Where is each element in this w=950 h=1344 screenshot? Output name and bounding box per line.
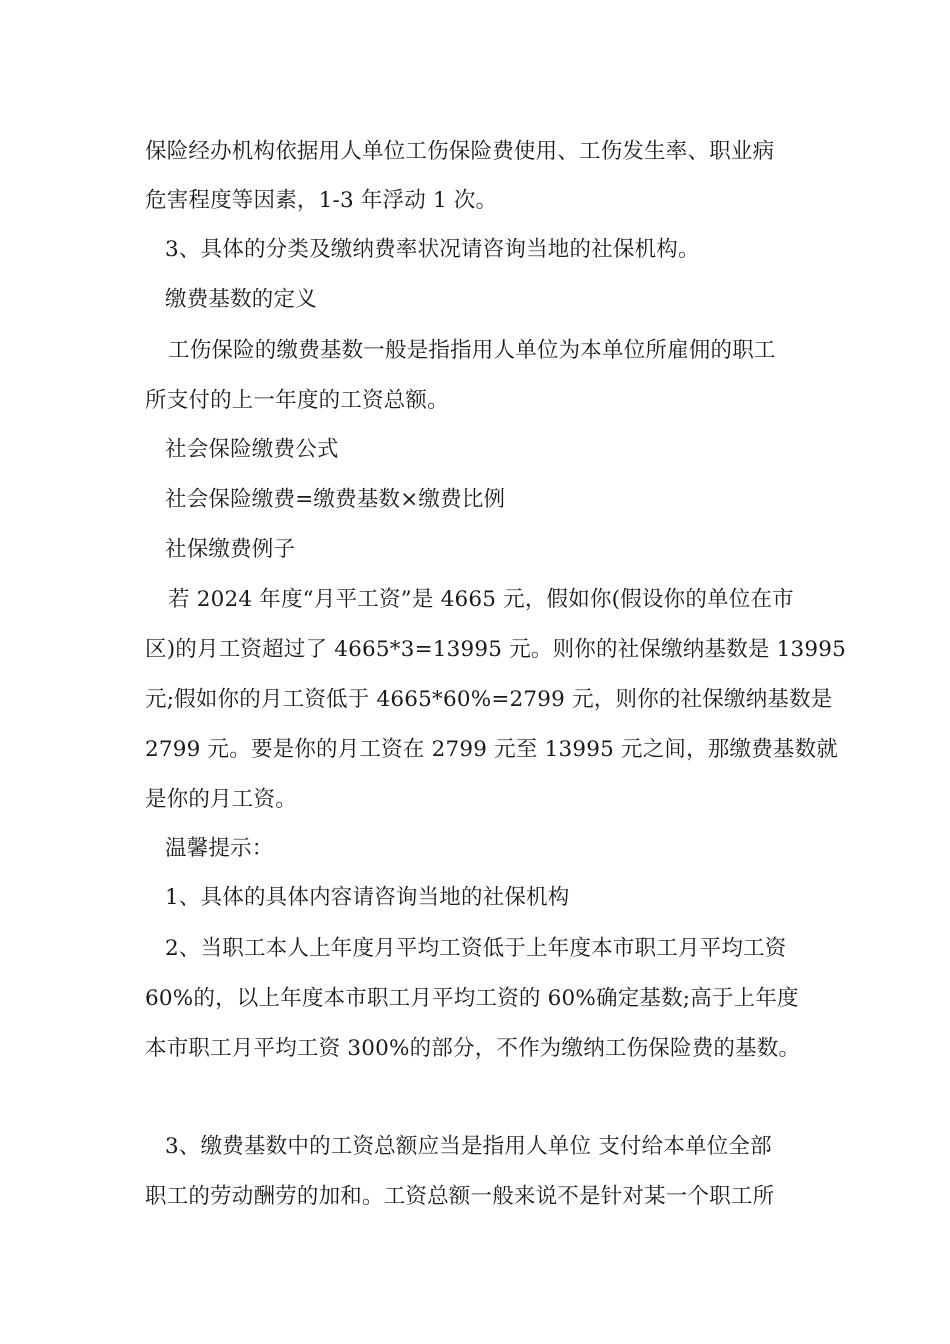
paragraph-line: 60%的，以上年度本市职工月平均工资的 60%确定基数;高于上年度 <box>145 986 799 1011</box>
paragraph-line: 职工的劳动酬劳的加和。工资总额一般来说不是针对某一个职工所 <box>145 1184 775 1209</box>
list-item: 3、具体的分类及缴纳费率状况请咨询当地的社保机构。 <box>165 237 700 262</box>
list-item: 1、具体的具体内容请咨询当地的社保机构 <box>165 885 570 910</box>
paragraph-line: 若 2024 年度“月平工资”是 4665 元，假如你(假设你的单位在市 <box>168 587 794 612</box>
section-heading: 缴费基数的定义 <box>165 287 317 312</box>
paragraph-line: 所支付的上一年度的工资总额。 <box>145 388 449 413</box>
paragraph-line: 本市职工月平均工资 300%的部分，不作为缴纳工伤保险费的基数。 <box>145 1036 801 1061</box>
paragraph-line: 是你的月工资。 <box>145 787 297 812</box>
paragraph-line: 保险经办机构依据用人单位工伤保险费使用、工伤发生率、职业病 <box>145 139 775 164</box>
paragraph-line: 区)的月工资超过了 4665*3=13995 元。则你的社保缴纳基数是 13995 <box>145 637 847 662</box>
section-heading: 温馨提示： <box>165 836 274 861</box>
paragraph-line: 2799 元。要是你的月工资在 2799 元至 13995 元之间，那缴费基数就 <box>145 737 838 762</box>
section-heading: 社保缴费例子 <box>165 537 296 562</box>
list-item: 3、缴费基数中的工资总额应当是指用人单位 支付给本单位全部 <box>165 1134 772 1159</box>
formula-line: 社会保险缴费=缴费基数×缴费比例 <box>165 487 506 512</box>
paragraph-line: 元;假如你的月工资低于 4665*60%=2799 元，则你的社保缴纳基数是 <box>145 687 833 712</box>
paragraph-line: 危害程度等因素，1-3 年浮动 1 次。 <box>145 188 498 213</box>
paragraph-line: 工伤保险的缴费基数一般是指指用人单位为本单位所雇佣的职工 <box>168 338 776 363</box>
list-item: 2、当职工本人上年度月平均工资低于上年度本市职工月平均工资 <box>165 936 787 961</box>
section-heading: 社会保险缴费公式 <box>165 437 339 462</box>
